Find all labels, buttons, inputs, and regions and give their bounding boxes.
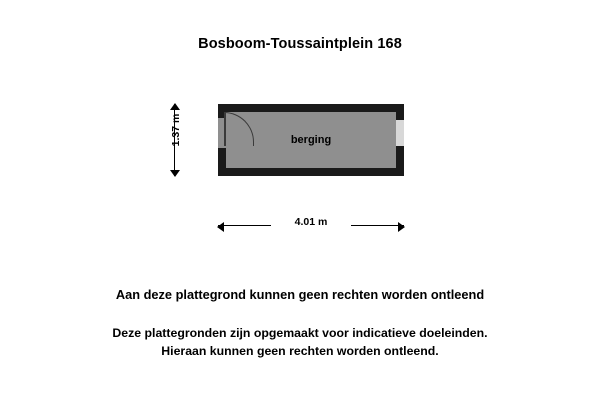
- disclaimer-secondary-line1: Deze plattegronden zijn opgemaakt voor indicatieve doeleinden.: [112, 326, 488, 340]
- horizontal-dimension-label: 4.01 m: [271, 216, 351, 228]
- door-leaf-icon: [224, 112, 226, 146]
- page-title: Bosboom-Toussaintplein 168: [198, 36, 402, 52]
- arrow-left-icon: [217, 222, 224, 232]
- horizontal-dimension: [218, 214, 404, 236]
- room-label-berging: berging: [290, 134, 332, 146]
- disclaimer-primary: Aan deze plattegrond kunnen geen rechten worden ontleend: [115, 287, 485, 302]
- floorplan-drawing: [218, 104, 404, 176]
- room-walls: [218, 104, 404, 176]
- vertical-dimension: [166, 104, 184, 176]
- arrow-down-icon: [170, 170, 180, 177]
- vertical-dimension-label: 1.37 m: [170, 113, 182, 147]
- window-opening: [396, 120, 404, 146]
- disclaimer-secondary: [0, 324, 600, 360]
- arrow-right-icon: [398, 222, 405, 232]
- disclaimer-secondary-line2: Hieraan kunnen geen rechten worden ontleend.: [161, 344, 439, 358]
